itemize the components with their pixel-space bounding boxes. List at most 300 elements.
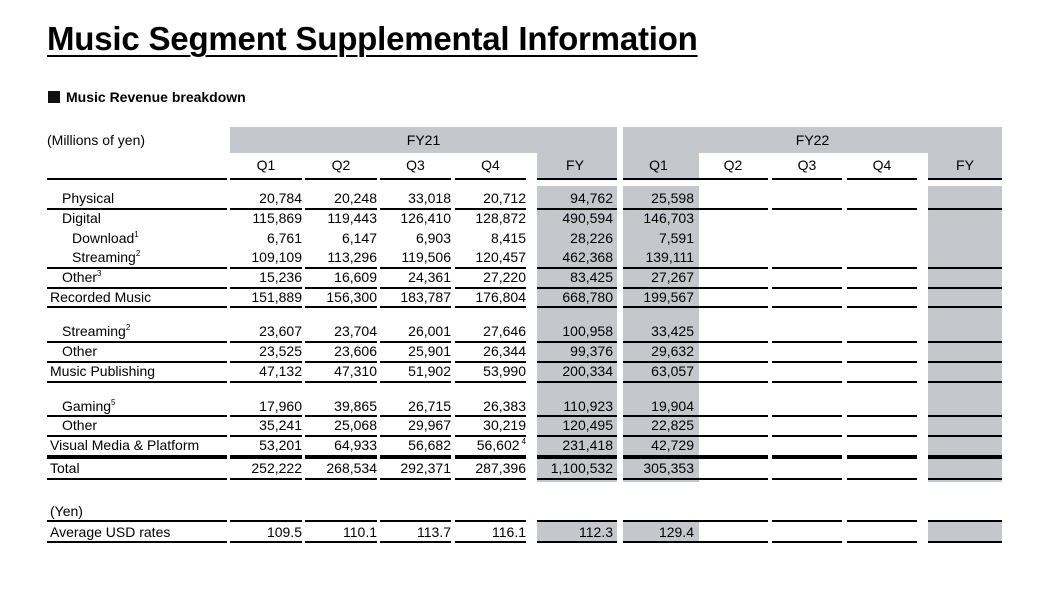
row-rule [928, 541, 1002, 543]
cell-value: 63,057 [651, 363, 694, 379]
cell-value: 27,267 [651, 269, 694, 285]
row-rule [230, 478, 302, 480]
header-rule [47, 178, 227, 180]
table-cell [537, 269, 613, 285]
table-cell [305, 289, 377, 305]
unit-label: (Millions of yen) [47, 132, 146, 148]
cell-value: 305,353 [643, 460, 694, 476]
cell-value: 47,132 [259, 363, 302, 379]
cell-value: 151,889 [251, 289, 302, 305]
row-rule [380, 520, 451, 522]
header-rule [537, 178, 617, 180]
table-cell [305, 460, 377, 476]
row-label [72, 249, 140, 265]
cell-value: 25,068 [334, 417, 377, 433]
table-cell [305, 417, 377, 433]
table-cell [455, 269, 526, 285]
row-rule [230, 381, 302, 383]
table-cell [537, 417, 613, 433]
row-rule [698, 306, 768, 308]
table-cell [230, 460, 302, 476]
row-rule [623, 381, 699, 383]
cell-value: 26,344 [483, 343, 526, 359]
table-cell [455, 249, 526, 265]
table-cell [230, 230, 302, 246]
table-cell [230, 210, 302, 226]
row-rule [772, 457, 842, 459]
table-cell [623, 289, 694, 305]
row-rule [47, 381, 227, 383]
table-cell [230, 398, 302, 414]
cell-value: 252,222 [251, 460, 302, 476]
row-rule [772, 208, 842, 210]
row-rule [698, 457, 768, 459]
yen-label: (Yen) [50, 503, 83, 519]
table-cell [623, 437, 694, 453]
row-rule [772, 381, 842, 383]
row-label-text: Other [62, 417, 98, 433]
row-label-text: Physical [62, 190, 115, 206]
row-label-text: Visual Media & Platform [50, 437, 200, 453]
row-rule [305, 457, 377, 459]
footnote-marker: 1 [134, 230, 139, 239]
cell-value: 6,147 [341, 230, 377, 246]
cell-value: 26,383 [483, 398, 526, 414]
quarter-header: Q4 [872, 157, 892, 173]
row-rule [698, 267, 768, 269]
cell-value: 47,310 [334, 363, 377, 379]
header-rule [230, 178, 302, 180]
row-rule [47, 541, 227, 543]
row-rule [698, 478, 768, 480]
table-cell [380, 460, 451, 476]
table-cell [455, 323, 526, 339]
cell-value: 7,591 [658, 230, 694, 246]
page-title: Music Segment Supplemental Information [47, 20, 698, 57]
row-rule [847, 415, 917, 417]
table-cell [230, 289, 302, 305]
column-shade [928, 521, 1002, 542]
usd-rate-cell: 112.3 [579, 524, 613, 540]
row-rule [623, 478, 699, 480]
row-rule [928, 287, 1002, 289]
table-cell [305, 437, 377, 453]
row-label-text: Other [62, 343, 98, 359]
row-label [72, 230, 139, 246]
cell-value: 39,865 [334, 398, 377, 414]
cell-value: 23,607 [259, 323, 302, 339]
table-cell [380, 289, 451, 305]
row-rule [772, 341, 842, 343]
section-heading [48, 89, 246, 105]
row-rule [928, 267, 1002, 269]
table-cell [623, 190, 694, 206]
cell-value: 20,784 [259, 190, 302, 206]
table-cell [623, 323, 694, 339]
fy22-header: FY22 [795, 132, 830, 148]
row-rule [47, 478, 227, 480]
table-cell [230, 249, 302, 265]
cell-value: 26,715 [408, 398, 451, 414]
row-rule [772, 267, 842, 269]
row-rule [230, 306, 302, 308]
table-cell [305, 323, 377, 339]
table-cell [380, 398, 451, 414]
table-cell [537, 363, 613, 379]
row-label-text: Total [50, 460, 80, 476]
usd-rate-cell: 113.7 [417, 524, 451, 540]
table-cell [455, 398, 526, 414]
row-rule [847, 341, 917, 343]
header-rule [928, 178, 1002, 180]
row-rule [772, 541, 842, 543]
cell-value: 119,506 [401, 249, 451, 265]
cell-value: 146,703 [643, 210, 694, 226]
cell-value: 462,368 [562, 249, 613, 265]
table-cell [305, 343, 377, 359]
row-label [62, 269, 101, 285]
row-rule [230, 541, 302, 543]
header-rule [698, 178, 768, 180]
footnote-marker: 4 [521, 437, 526, 446]
row-label-text: Download [72, 230, 135, 246]
cell-value: 23,704 [334, 323, 377, 339]
row-rule [698, 435, 768, 437]
cell-value: 183,787 [400, 289, 451, 305]
table-cell [455, 289, 526, 305]
square-bullet-icon [48, 91, 60, 103]
table-cell [537, 289, 613, 305]
row-rule [305, 478, 377, 480]
section-title: Music Revenue breakdown [66, 89, 246, 105]
row-rule [380, 541, 451, 543]
cell-value: 128,872 [475, 210, 526, 226]
row-rule [928, 478, 1002, 480]
row-label [50, 437, 199, 453]
row-label [50, 363, 155, 379]
row-rule [380, 381, 451, 383]
usd-rate-cell: 110.1 [343, 524, 377, 540]
cell-value: 42,729 [651, 437, 694, 453]
cell-value: 99,376 [570, 343, 613, 359]
row-rule [928, 457, 1002, 459]
table-cell [455, 460, 526, 476]
footnote-marker: 2 [125, 323, 131, 332]
table-cell [623, 249, 694, 265]
row-rule [847, 520, 917, 522]
row-rule [928, 520, 1002, 522]
row-rule [380, 457, 451, 459]
header-rule [380, 178, 451, 180]
row-rule [928, 361, 1002, 363]
row-rule [847, 267, 917, 269]
row-rule [455, 520, 526, 522]
row-rule [47, 457, 227, 459]
row-rule [928, 208, 1002, 210]
table-cell [230, 437, 302, 453]
cell-value: 8,415 [490, 230, 526, 246]
row-rule [455, 541, 526, 543]
cell-value: 199,567 [643, 289, 694, 305]
row-rule [847, 361, 917, 363]
row-rule [623, 306, 699, 308]
header-rule [305, 178, 377, 180]
cell-value: 23,606 [334, 343, 377, 359]
table-cell [305, 269, 377, 285]
cell-value: 6,761 [266, 230, 302, 246]
table-cell [230, 417, 302, 433]
table-cell [305, 210, 377, 226]
row-rule [847, 287, 917, 289]
row-label-text: Music Publishing [50, 363, 156, 379]
table-cell [455, 437, 526, 453]
cell-value: 109,109 [251, 249, 302, 265]
cell-value: 1,100,532 [550, 460, 613, 476]
fy21-header: FY21 [406, 132, 441, 148]
cell-value: 20,712 [483, 190, 526, 206]
row-rule [928, 435, 1002, 437]
row-label-text: Digital [62, 210, 101, 226]
row-rule [380, 478, 451, 480]
cell-value: 64,933 [334, 437, 377, 453]
table-cell [380, 249, 451, 265]
cell-value: 176,804 [475, 289, 526, 305]
row-rule [380, 306, 451, 308]
cell-value: 231,418 [562, 437, 613, 453]
table-cell [537, 323, 613, 339]
row-rule [305, 306, 377, 308]
table-cell [537, 249, 613, 265]
table-cell [623, 210, 694, 226]
row-label [62, 210, 101, 226]
table-cell [230, 269, 302, 285]
cell-value: 25,598 [651, 190, 694, 206]
row-rule [623, 457, 699, 459]
row-rule [455, 381, 526, 383]
row-rule [537, 457, 617, 459]
row-rule [772, 435, 842, 437]
row-rule [847, 306, 917, 308]
table-cell [537, 398, 613, 414]
table-cell [537, 210, 613, 226]
table-cell [380, 343, 451, 359]
table-cell [380, 363, 451, 379]
table-cell [230, 323, 302, 339]
cell-value: 83,425 [570, 269, 613, 285]
cell-value: 19,904 [651, 398, 694, 414]
row-rule [230, 520, 302, 522]
quarter-header: Q4 [481, 157, 500, 173]
footnote-marker: 5 [111, 398, 116, 407]
usd-row-label: Average USD rates [50, 524, 171, 540]
row-rule [698, 381, 768, 383]
table-cell [455, 190, 526, 206]
row-rule [698, 341, 768, 343]
table-cell [623, 343, 694, 359]
table-cell [623, 363, 694, 379]
table-cell [537, 190, 613, 206]
cell-value: 126,410 [400, 210, 451, 226]
row-label [62, 343, 97, 359]
row-label [50, 460, 80, 476]
table-cell [305, 363, 377, 379]
row-label-text: Other [62, 269, 98, 285]
row-rule [772, 287, 842, 289]
row-rule [47, 520, 227, 522]
usd-rate-cell: 116.1 [492, 524, 526, 540]
cell-value: 20,248 [334, 190, 377, 206]
header-rule [623, 178, 699, 180]
row-rule [772, 361, 842, 363]
row-rule [698, 541, 768, 543]
row-rule [537, 520, 617, 522]
row-rule [772, 478, 842, 480]
cell-value: 27,646 [483, 323, 526, 339]
table-cell [380, 323, 451, 339]
cell-value: 6,903 [415, 230, 451, 246]
table-cell [537, 230, 613, 246]
cell-value: 22,825 [651, 417, 694, 433]
cell-value: 27,220 [483, 269, 526, 285]
row-label [50, 289, 151, 305]
table-cell [380, 190, 451, 206]
row-rule [772, 520, 842, 522]
row-rule [847, 208, 917, 210]
table-cell [623, 460, 694, 476]
table-cell [623, 417, 694, 433]
table-cell [623, 269, 694, 285]
header-rule [455, 178, 526, 180]
row-rule [928, 341, 1002, 343]
cell-value: 110,923 [563, 398, 613, 414]
cell-value: 26,001 [408, 323, 451, 339]
table-cell [230, 343, 302, 359]
row-rule [698, 361, 768, 363]
cell-value: 29,967 [408, 417, 451, 433]
usd-rate-cell: 129.4 [658, 524, 694, 540]
table-cell [455, 230, 526, 246]
cell-value: 16,609 [334, 269, 377, 285]
row-rule [305, 541, 377, 543]
row-label-text: Streaming [62, 323, 126, 339]
row-rule [928, 381, 1002, 383]
header-rule [772, 178, 842, 180]
cell-value: 119,443 [327, 210, 377, 226]
table-cell [380, 230, 451, 246]
row-rule [537, 381, 617, 383]
table-cell [623, 230, 694, 246]
quarter-header: Q1 [256, 157, 276, 173]
cell-value: 17,960 [259, 398, 302, 414]
table-cell [380, 437, 451, 453]
row-rule [455, 478, 526, 480]
row-label [62, 323, 130, 339]
footnote-marker: 3 [97, 269, 102, 278]
table-cell [305, 190, 377, 206]
row-rule [305, 520, 377, 522]
quarter-header: Q1 [649, 157, 668, 173]
row-rule [537, 541, 617, 543]
row-rule [537, 306, 617, 308]
cell-value: 53,990 [483, 363, 526, 379]
cell-value: 23,525 [259, 343, 302, 359]
cell-value: 53,201 [259, 437, 302, 453]
cell-value: 268,534 [326, 460, 377, 476]
row-rule [455, 457, 526, 459]
row-rule [847, 457, 917, 459]
cell-value: 29,632 [651, 343, 694, 359]
footnote-marker: 2 [135, 249, 141, 258]
row-rule [305, 381, 377, 383]
row-rule [455, 306, 526, 308]
table-cell [230, 363, 302, 379]
cell-value: 25,901 [408, 343, 451, 359]
row-label [62, 417, 97, 433]
column-shade [928, 186, 1002, 482]
quarter-header: FY [956, 157, 974, 173]
row-rule [847, 435, 917, 437]
row-rule [772, 415, 842, 417]
cell-value: 668,780 [562, 289, 613, 305]
row-rule [698, 415, 768, 417]
cell-value: 115,869 [252, 210, 302, 226]
cell-value: 120,495 [562, 417, 613, 433]
table-cell [455, 343, 526, 359]
table-cell [537, 437, 613, 453]
row-rule [928, 306, 1002, 308]
row-rule [847, 478, 917, 480]
row-rule [698, 520, 768, 522]
row-rule [230, 457, 302, 459]
cell-value: 30,219 [483, 417, 526, 433]
table-cell [623, 398, 694, 414]
table-cell [380, 417, 451, 433]
cell-value: 490,594 [562, 210, 613, 226]
cell-value: 139,111 [645, 249, 694, 265]
usd-rate-cell: 109.5 [266, 524, 302, 540]
row-rule [928, 415, 1002, 417]
row-rule [847, 541, 917, 543]
cell-value: 292,371 [400, 460, 451, 476]
quarter-header: Q3 [406, 157, 425, 173]
cell-value: 15,236 [259, 269, 302, 285]
cell-value: 94,762 [570, 190, 613, 206]
cell-value: 56,602 [476, 437, 520, 453]
cell-value: 156,300 [326, 289, 377, 305]
row-rule [772, 306, 842, 308]
header-rule [847, 178, 917, 180]
table-cell [455, 417, 526, 433]
table-cell [305, 398, 377, 414]
table-cell [537, 460, 613, 476]
table-cell [380, 210, 451, 226]
quarter-header: FY [566, 157, 584, 173]
cell-value: 113,296 [327, 249, 377, 265]
table-cell [537, 343, 613, 359]
cell-value: 200,334 [562, 363, 613, 379]
table-cell [230, 190, 302, 206]
row-label-text: Streaming [72, 249, 136, 265]
cell-value: 24,361 [408, 269, 451, 285]
row-label-text: Recorded Music [50, 289, 152, 305]
cell-value: 100,958 [562, 323, 613, 339]
cell-value: 33,018 [408, 190, 451, 206]
row-label-text: Gaming [62, 398, 112, 414]
table-cell [305, 230, 377, 246]
row-rule [623, 541, 699, 543]
row-rule [47, 306, 227, 308]
table-cell [305, 249, 377, 265]
